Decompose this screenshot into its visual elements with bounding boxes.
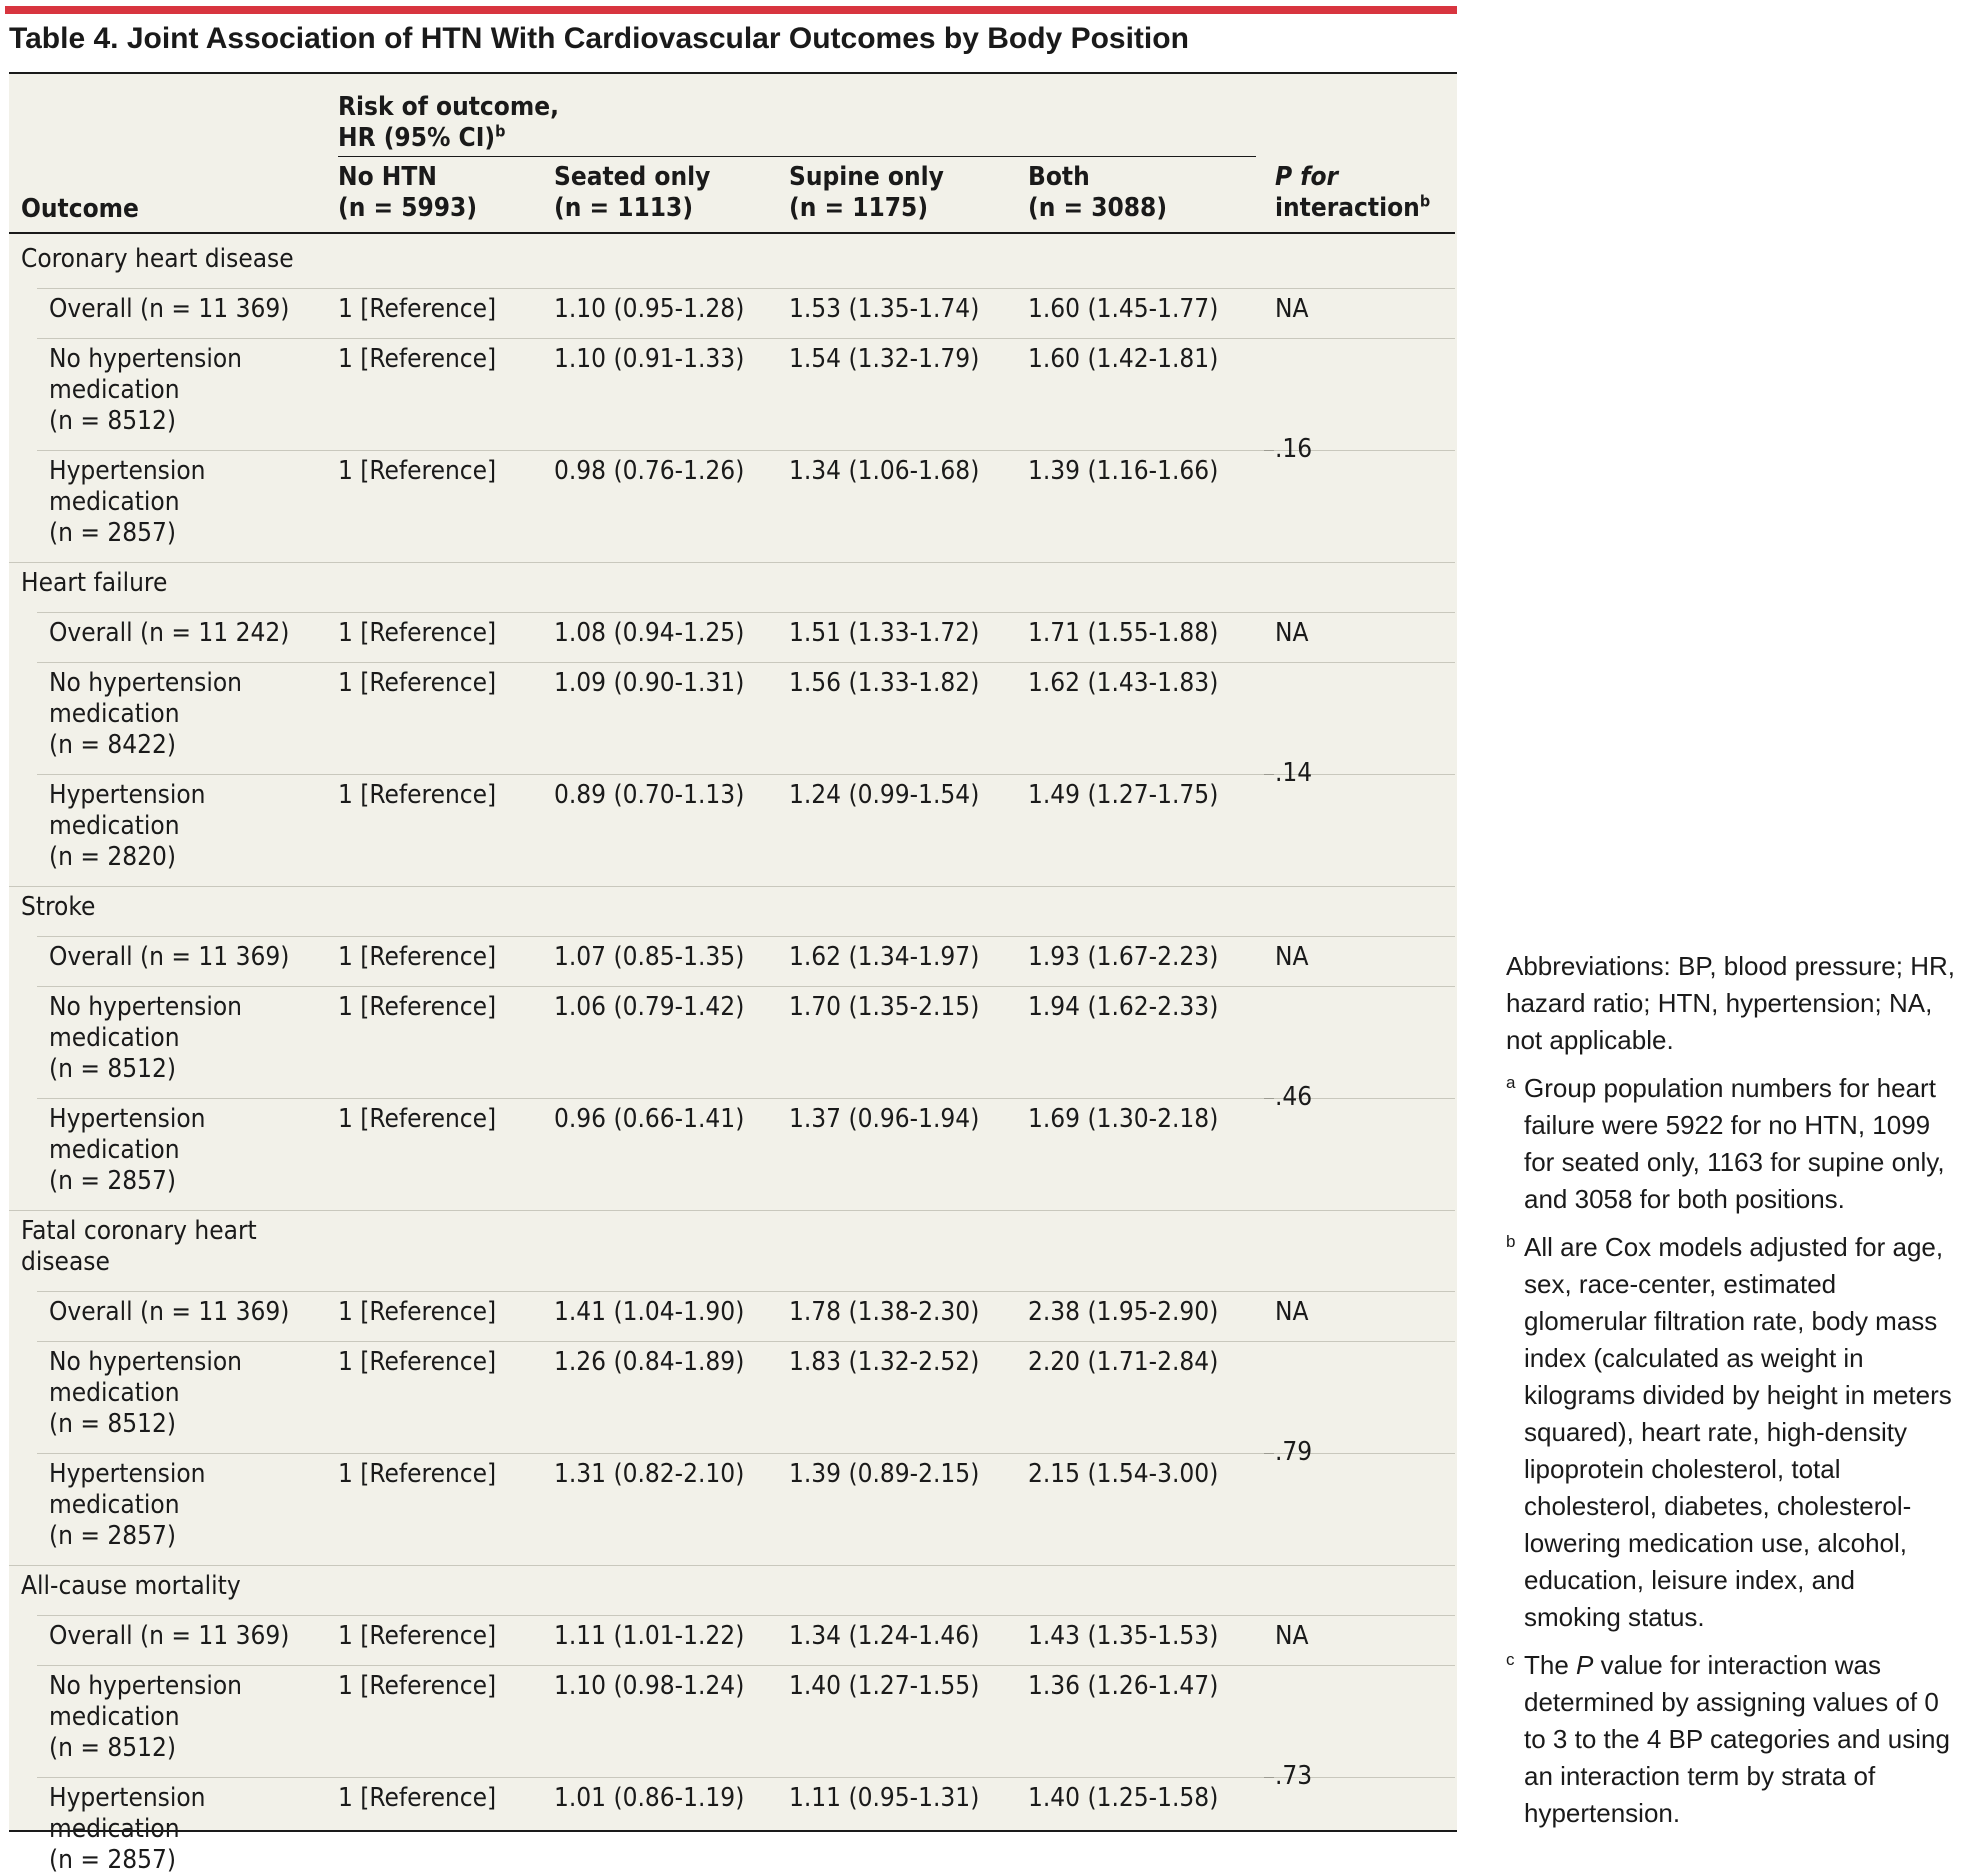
row-label-line: No hypertension (49, 992, 242, 1022)
footnote-italic: P (1576, 1650, 1594, 1680)
p-bracket (1264, 1453, 1274, 1454)
risk-header-line2: HR (95% CI) (338, 123, 496, 153)
hr-cell: 1.10 (0.95-1.28) (554, 294, 745, 324)
row-label-line: Hypertension (49, 780, 206, 810)
row-label (49, 1783, 206, 1876)
hr-cell: 1.39 (1.16-1.66) (1028, 456, 1219, 486)
hr-cell: 1.34 (1.06-1.68) (789, 456, 980, 486)
hr-cell: 1.62 (1.43-1.83) (1028, 668, 1219, 698)
row-divider (37, 1665, 1455, 1666)
row-divider (37, 774, 1455, 775)
row-label-line: medication (49, 1023, 180, 1053)
hr-cell: 1.10 (0.91-1.33) (554, 344, 745, 374)
row-label (49, 456, 206, 549)
hr-cell: 1.24 (0.99-1.54) (789, 780, 980, 810)
row-divider (37, 1615, 1455, 1616)
col-header-both (1028, 162, 1167, 224)
row-label (49, 1104, 206, 1197)
row-label-line: Overall (n = 11 369) (49, 1297, 290, 1327)
p-combined: .73 (1275, 1761, 1313, 1791)
hr-cell: 1.36 (1.26-1.47) (1028, 1671, 1219, 1701)
hr-cell: 1.71 (1.55-1.88) (1028, 618, 1219, 648)
hr-cell: 1.94 (1.62-2.33) (1028, 992, 1219, 1022)
hr-cell: 0.96 (0.66-1.41) (554, 1104, 745, 1134)
risk-header (338, 92, 559, 154)
row-label-line: Overall (n = 11 369) (49, 294, 290, 324)
p-header-sup: b (1419, 191, 1431, 211)
row-label-line: No hypertension (49, 344, 242, 374)
footnote-text: Group population numbers for heart failure were 5922 for no HTN, 1099 for seated only, 1163 for supine only, and 3058 for both positions. (1524, 1073, 1945, 1214)
row-label (49, 1671, 242, 1764)
hr-cell: 1 [Reference] (338, 1347, 497, 1377)
footnote-mark: b (1506, 1232, 1516, 1251)
row-label-line: Overall (n = 11 369) (49, 1621, 290, 1651)
col-header-line1: Seated only (554, 162, 711, 192)
row-divider (37, 612, 1455, 613)
footnote-text: The (1524, 1650, 1577, 1680)
row-label (49, 780, 206, 873)
row-label-line: (n = 2857) (49, 1845, 177, 1875)
hr-cell: 1.60 (1.45-1.77) (1028, 294, 1219, 324)
footnote-c (1506, 1647, 1956, 1832)
risk-header-sup: b (495, 121, 506, 141)
hr-cell: 1.39 (0.89-2.15) (789, 1459, 980, 1489)
hr-cell: 1.09 (0.90-1.31) (554, 668, 745, 698)
row-label-line: Overall (n = 11 242) (49, 618, 290, 648)
col-header-line2: (n = 1113) (554, 193, 694, 223)
risk-header-line1: Risk of outcome, (338, 92, 559, 122)
row-label-line: No hypertension (49, 668, 242, 698)
group-title-line: disease (21, 1247, 110, 1277)
footnote-b (1506, 1229, 1956, 1636)
abbreviations-note: Abbreviations: BP, blood pressure; HR, hazard ratio; HTN, hypertension; NA, not applicable. (1506, 951, 1955, 1055)
hr-cell: 1 [Reference] (338, 618, 497, 648)
hr-cell: 1.06 (0.79-1.42) (554, 992, 745, 1022)
hr-cell: 1.62 (1.34-1.97) (789, 942, 980, 972)
row-label-line: (n = 2857) (49, 1166, 177, 1196)
row-label (49, 1347, 242, 1440)
risk-header-rule (338, 156, 1256, 157)
row-label-line: Hypertension (49, 1104, 206, 1134)
group-divider (9, 886, 1455, 887)
hr-cell: 1.70 (1.35-2.15) (789, 992, 980, 1022)
hr-cell: 1 [Reference] (338, 1104, 497, 1134)
row-label-line: medication (49, 487, 180, 517)
row-label-line: (n = 8512) (49, 1054, 177, 1084)
p-cell: NA (1275, 294, 1309, 324)
hr-cell: 1 [Reference] (338, 1459, 497, 1489)
p-bracket (1264, 1777, 1274, 1778)
col-header-line2: (n = 1175) (789, 193, 929, 223)
row-label-line: medication (49, 1135, 180, 1165)
hr-cell: 1 [Reference] (338, 1297, 497, 1327)
row-label (49, 294, 289, 325)
group-title (21, 1216, 257, 1278)
col-header-line1: Supine only (789, 162, 944, 192)
col-header-line1: No HTN (338, 162, 437, 192)
row-divider (37, 338, 1455, 339)
row-label (49, 1459, 206, 1552)
group-title-line: All-cause mortality (21, 1571, 241, 1601)
group-divider (9, 1210, 1455, 1211)
row-divider (37, 1777, 1455, 1778)
row-label-line: medication (49, 1702, 180, 1732)
p-bracket (1264, 1098, 1274, 1099)
hr-cell: 1 [Reference] (338, 344, 497, 374)
data-table (9, 72, 1457, 1875)
col-header-seated-only (554, 162, 710, 224)
hr-cell: 1.40 (1.25-1.58) (1028, 1783, 1219, 1813)
outcome-header: Outcome (21, 194, 139, 224)
p-cell: NA (1275, 618, 1309, 648)
hr-cell: 1 [Reference] (338, 992, 497, 1022)
row-divider (37, 1098, 1455, 1099)
row-label-line: Hypertension (49, 1459, 206, 1489)
hr-cell: 1 [Reference] (338, 1621, 497, 1651)
header-bottom-rule (9, 232, 1455, 234)
hr-cell: 1 [Reference] (338, 456, 497, 486)
group-title (21, 892, 95, 923)
row-label (49, 618, 289, 649)
row-label-line: medication (49, 1378, 180, 1408)
row-label-line: No hypertension (49, 1671, 242, 1701)
hr-cell: 1.78 (1.38-2.30) (789, 1297, 980, 1327)
col-header-line2: (n = 5993) (338, 193, 478, 223)
group-title-line: Coronary heart disease (21, 244, 294, 274)
p-combined: .79 (1275, 1437, 1313, 1467)
row-label (49, 942, 289, 973)
hr-cell: 1.51 (1.33-1.72) (789, 618, 980, 648)
row-label-line: (n = 2857) (49, 518, 177, 548)
row-label-line: medication (49, 699, 180, 729)
row-label-line: Overall (n = 11 369) (49, 942, 290, 972)
hr-cell: 1 [Reference] (338, 780, 497, 810)
hr-cell: 1 [Reference] (338, 294, 497, 324)
p-combined: .46 (1275, 1082, 1313, 1112)
p-bracket (1264, 450, 1274, 451)
row-label (49, 992, 242, 1085)
hr-cell: 1.01 (0.86-1.19) (554, 1783, 745, 1813)
row-label-line: (n = 8512) (49, 1409, 177, 1439)
row-divider (37, 662, 1455, 663)
row-label-line: (n = 2857) (49, 1521, 177, 1551)
hr-cell: 1.11 (1.01-1.22) (554, 1621, 745, 1651)
hr-cell: 1.69 (1.30-2.18) (1028, 1104, 1219, 1134)
hr-cell: 1.41 (1.04-1.90) (554, 1297, 745, 1327)
hr-cell: 1.49 (1.27-1.75) (1028, 780, 1219, 810)
row-divider (37, 986, 1455, 987)
group-title (21, 1571, 241, 1602)
row-label-line: (n = 8512) (49, 406, 177, 436)
group-title (21, 568, 167, 599)
table-title: Table 4. Joint Association of HTN With Cardiovascular Outcomes by Body Position (9, 22, 1189, 55)
footnotes (1506, 948, 1956, 1843)
row-divider (37, 936, 1455, 937)
p-bracket (1264, 774, 1274, 775)
p-cell: NA (1275, 1297, 1309, 1327)
hr-cell: 1 [Reference] (338, 942, 497, 972)
hr-cell: 0.89 (0.70-1.13) (554, 780, 745, 810)
hr-cell: 2.20 (1.71-2.84) (1028, 1347, 1219, 1377)
group-title (21, 244, 294, 275)
hr-cell: 1.08 (0.94-1.25) (554, 618, 745, 648)
p-combined: .14 (1275, 758, 1313, 788)
row-label (49, 1297, 289, 1328)
p-combined: .16 (1275, 434, 1313, 464)
row-divider (37, 1453, 1455, 1454)
row-label (49, 344, 242, 437)
hr-cell: 0.98 (0.76-1.26) (554, 456, 745, 486)
footnote-text: All are Cox models adjusted for age, sex, race-center, estimated glomerular filtration rate, body mass index (calculated as weight in kilograms divided by height in meters squared), heart rate, high-density lipoprotein cholesterol, total cholesterol, diabetes, cholesterol-lowering medication use, alcohol, education, leisure index, and smoking status. (1524, 1232, 1952, 1632)
footnote-mark: a (1506, 1073, 1516, 1092)
hr-cell: 1.07 (0.85-1.35) (554, 942, 745, 972)
hr-cell: 1.83 (1.32-2.52) (789, 1347, 980, 1377)
hr-cell: 1 [Reference] (338, 1783, 497, 1813)
group-title-line: Fatal coronary heart (21, 1216, 257, 1246)
row-label-line: (n = 2820) (49, 842, 177, 872)
hr-cell: 1.26 (0.84-1.89) (554, 1347, 745, 1377)
row-label (49, 668, 242, 761)
hr-cell: 1.60 (1.42-1.81) (1028, 344, 1219, 374)
footnote-text: value for interaction was determined by assigning values of 0 to 3 to the 4 BP categories and using an interaction term by strata of hypertension. (1524, 1650, 1950, 1828)
hr-cell: 1.40 (1.27-1.55) (789, 1671, 980, 1701)
col-header-supine-only (789, 162, 944, 224)
row-label-line: medication (49, 811, 180, 841)
p-cell: NA (1275, 942, 1309, 972)
hr-cell: 1.31 (0.82-2.10) (554, 1459, 745, 1489)
col-header-line1: Both (1028, 162, 1090, 192)
col-header-line2: (n = 3088) (1028, 193, 1168, 223)
footnote-mark: c (1506, 1650, 1515, 1669)
group-title-line: Stroke (21, 892, 96, 922)
hr-cell: 1.34 (1.24-1.46) (789, 1621, 980, 1651)
hr-cell: 1 [Reference] (338, 1671, 497, 1701)
p-cell: NA (1275, 1621, 1309, 1651)
row-label-line: (n = 8422) (49, 730, 177, 760)
hr-cell: 1.43 (1.35-1.53) (1028, 1621, 1219, 1651)
row-label-line: medication (49, 1490, 180, 1520)
row-label (49, 1621, 289, 1652)
row-divider (37, 1291, 1455, 1292)
hr-cell: 1.56 (1.33-1.82) (789, 668, 980, 698)
hr-cell: 1.10 (0.98-1.24) (554, 1671, 745, 1701)
col-header-no-htn (338, 162, 477, 224)
p-header-line2: interaction (1275, 193, 1420, 223)
hr-cell: 1.53 (1.35-1.74) (789, 294, 980, 324)
title-accent-bar (5, 6, 1457, 14)
row-label-line: Hypertension (49, 456, 206, 486)
hr-cell: 1.93 (1.67-2.23) (1028, 942, 1219, 972)
group-divider (9, 562, 1455, 563)
row-label-line: Hypertension (49, 1783, 206, 1813)
group-title-line: Heart failure (21, 568, 168, 598)
p-interaction-header (1275, 162, 1430, 224)
row-divider (37, 1341, 1455, 1342)
row-label-line: medication (49, 375, 180, 405)
row-label-line: medication (49, 1814, 180, 1844)
hr-cell: 1.11 (0.95-1.31) (789, 1783, 980, 1813)
p-header-line1: P for (1275, 162, 1339, 192)
group-divider (9, 1565, 1455, 1566)
hr-cell: 1.54 (1.32-1.79) (789, 344, 980, 374)
hr-cell: 1.37 (0.96-1.94) (789, 1104, 980, 1134)
hr-cell: 2.15 (1.54-3.00) (1028, 1459, 1219, 1489)
row-label-line: (n = 8512) (49, 1733, 177, 1763)
row-divider (37, 450, 1455, 451)
hr-cell: 1 [Reference] (338, 668, 497, 698)
footnote-a (1506, 1070, 1956, 1218)
row-divider (37, 288, 1455, 289)
hr-cell: 2.38 (1.95-2.90) (1028, 1297, 1219, 1327)
row-label-line: No hypertension (49, 1347, 242, 1377)
